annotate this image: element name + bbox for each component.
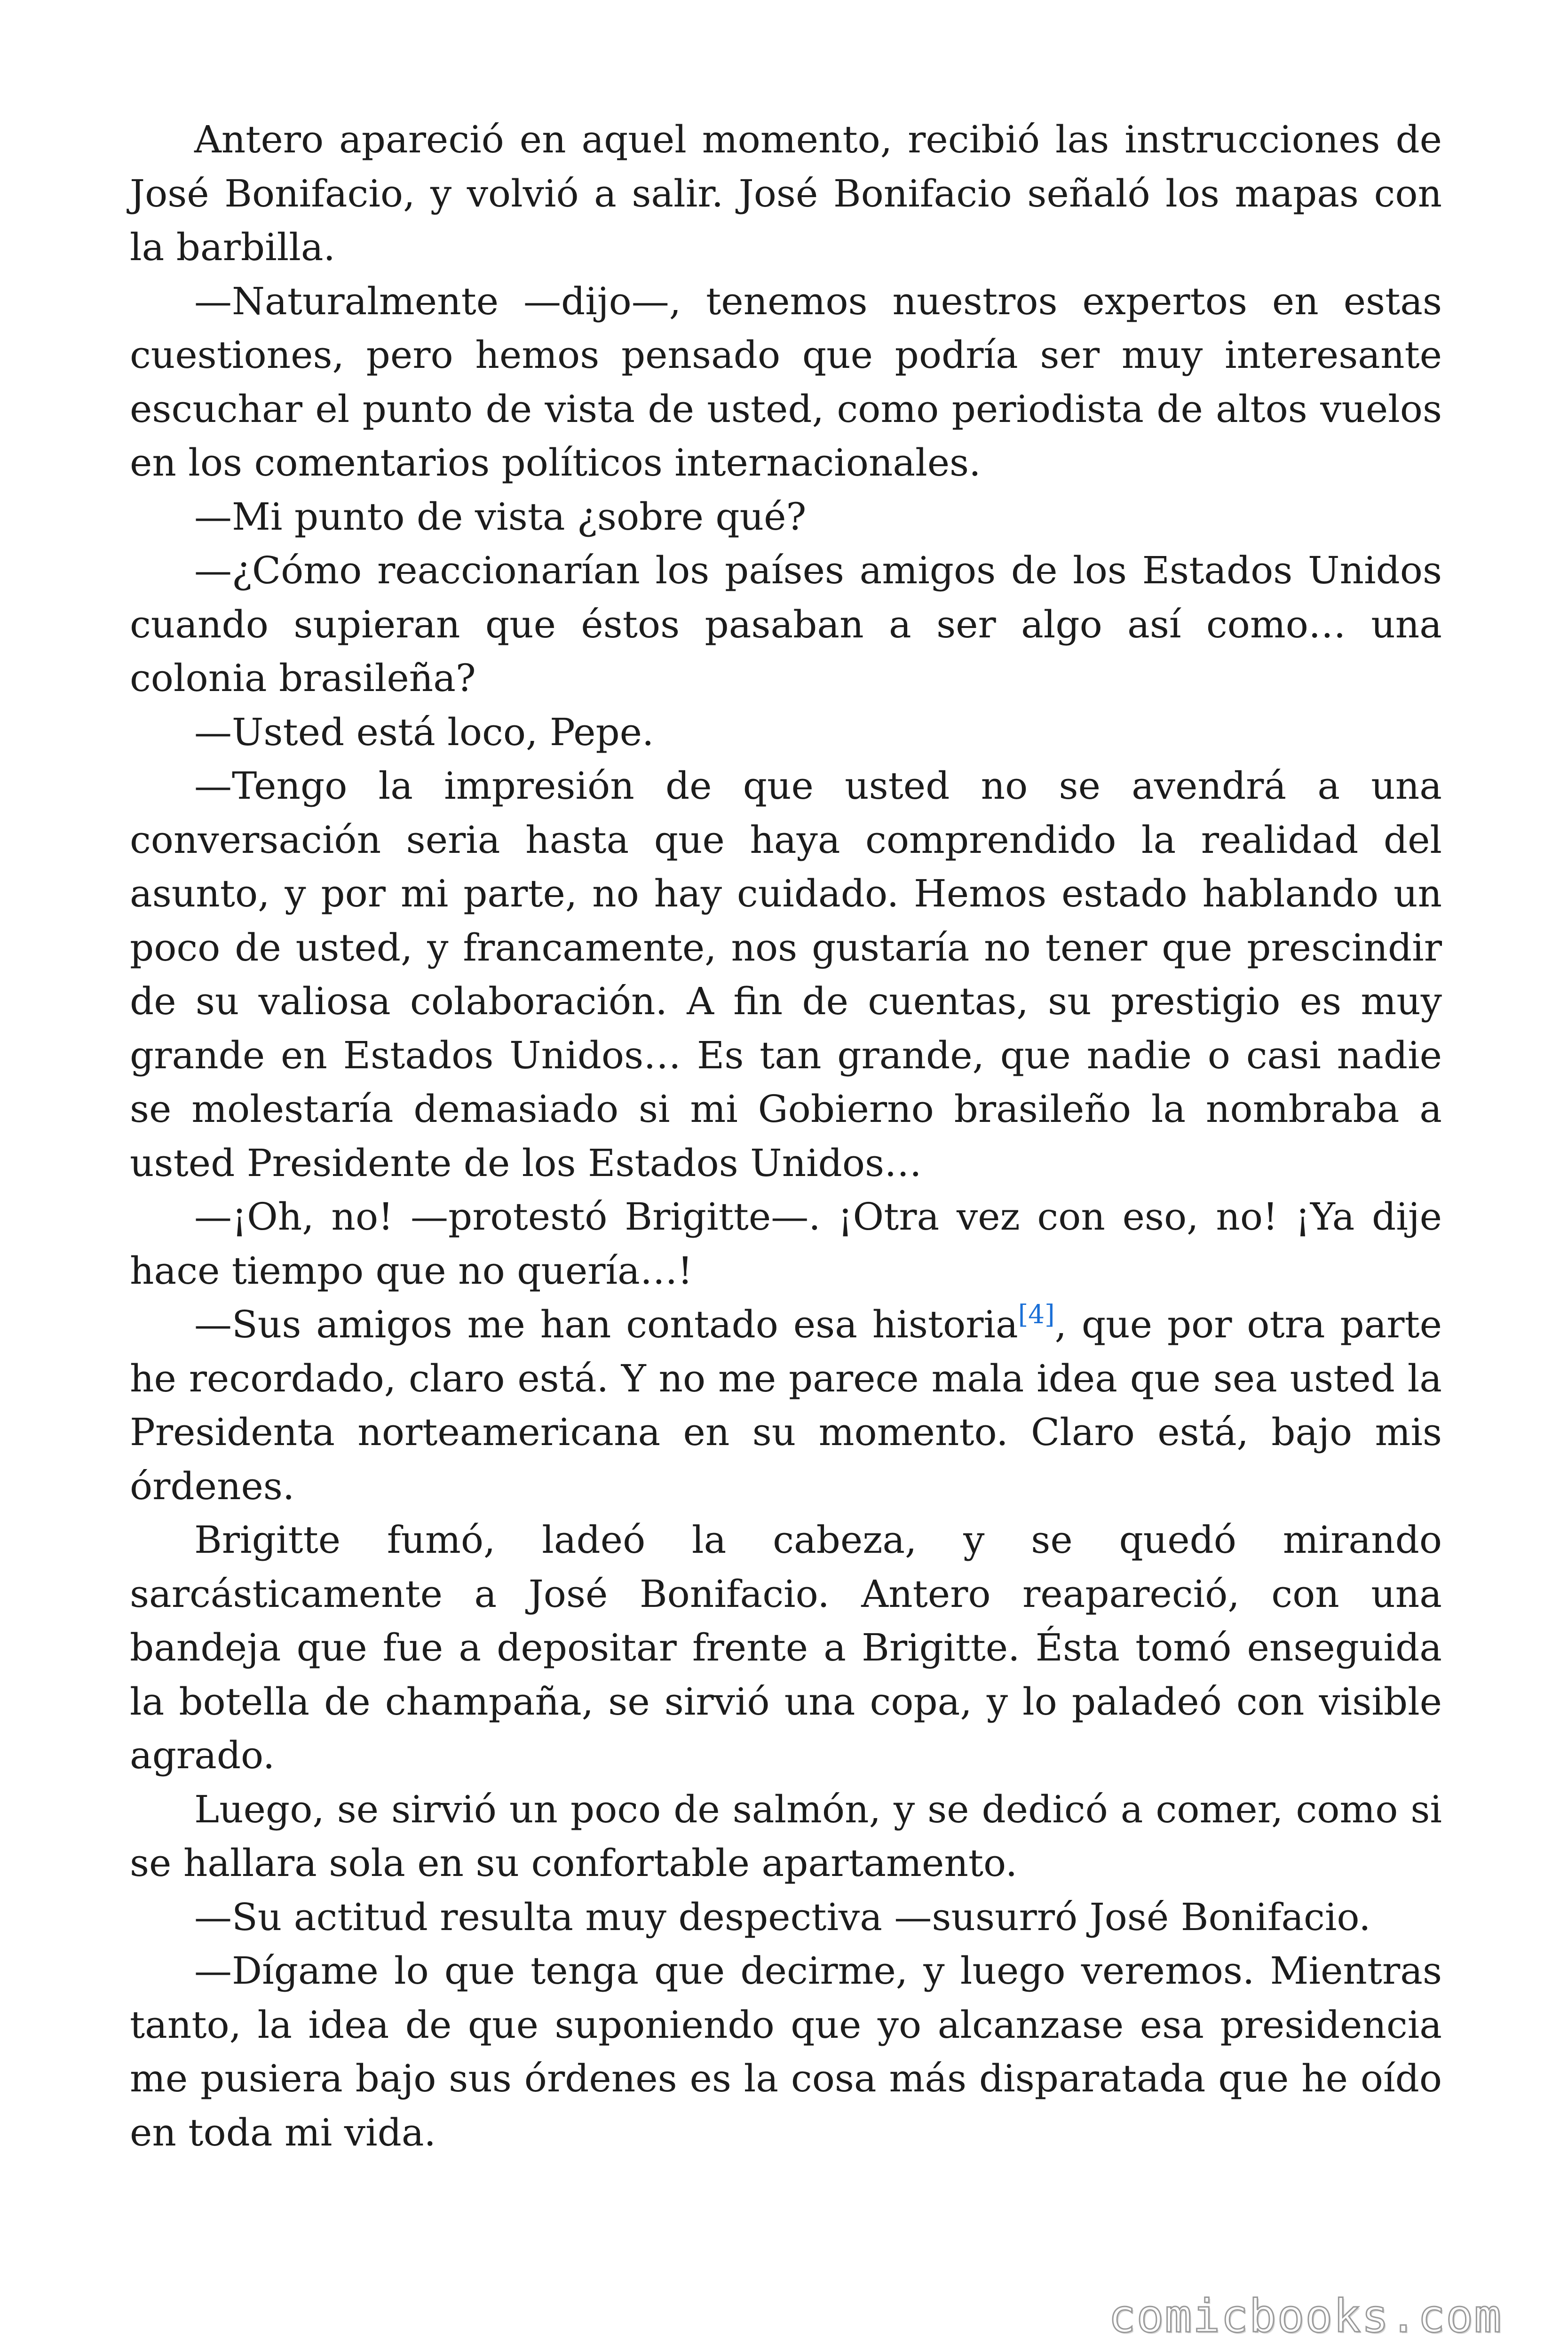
paragraph-with-footnote (130, 1298, 1442, 1513)
paragraph-text-after-footnote: , que por otra parte he recordado, claro está. Y no me parece mala idea que sea usted la Presidenta norteamericana en su momento. Claro está, bajo mis órdenes. (130, 1303, 1442, 1508)
paragraph: Brigitte fumó, ladeó la cabeza, y se quedó mirando sarcásticamente a José Bonifacio. Antero reapareció, con una bandeja que fue a depositar frente a Brigitte. Ésta tomó enseguida la botella de champaña, se sirvió una copa, y lo paladeó con visible agrado. (130, 1518, 1442, 1777)
paragraph: —Tengo la impresión de que usted no se avendrá a una conversación seria hasta que haya comprendido la realidad del asunto, y por mi parte, no hay cuidado. Hemos estado hablando un poco de usted, y francamente, nos gustaría no tener que prescindir de su valiosa colaboración. A fin de cuentas, su prestigio es muy grande en Estados Unidos… Es tan grande, que nadie o casi nadie se molestaría demasiado si mi Gobierno brasileño la nombraba a usted Presidente de los Estados Unidos… (130, 764, 1442, 1185)
paragraph: —¡Oh, no! —protestó Brigitte—. ¡Otra vez con eso, no! ¡Ya dije hace tiempo que no quería…! (130, 1195, 1442, 1293)
watermark-logo: comicbooks.com (1108, 2290, 1502, 2343)
paragraph-text-before-footnote: —Sus amigos me han contado esa historia (194, 1303, 1018, 1346)
paragraph: —Naturalmente —dijo—, tenemos nuestros expertos en estas cuestiones, pero hemos pensado que podría ser muy interesante escuchar el punto de vista de usted, como periodista de altos vuelos en los comentarios políticos internacionales. (130, 279, 1442, 485)
paragraph: Antero apareció en aquel momento, recibió las instrucciones de José Bonifacio, y volvió a salir. José Bonifacio señaló los mapas con la barbilla. (130, 118, 1442, 269)
book-page-body (130, 113, 1442, 2160)
footnote-link[interactable]: [4] (1018, 1299, 1055, 1329)
paragraph: —Mi punto de vista ¿sobre qué? (194, 494, 807, 539)
paragraph: —Su actitud resulta muy despectiva —susurró José Bonifacio. (194, 1895, 1371, 1939)
paragraph: —Dígame lo que tenga que decirme, y luego veremos. Mientras tanto, la idea de que suponiendo que yo alcanzase esa presidencia me pusiera bajo sus órdenes es la cosa más disparatada que he oído en toda mi vida. (130, 1949, 1442, 2154)
paragraph: —Usted está loco, Pepe. (194, 710, 654, 754)
paragraph: Luego, se sirvió un poco de salmón, y se dedicó a comer, como si se hallara sola en su confortable apartamento. (130, 1787, 1442, 1885)
paragraph: —¿Cómo reaccionarían los países amigos de los Estados Unidos cuando supieran que éstos pasaban a ser algo así como… una colonia brasileña? (130, 548, 1442, 700)
